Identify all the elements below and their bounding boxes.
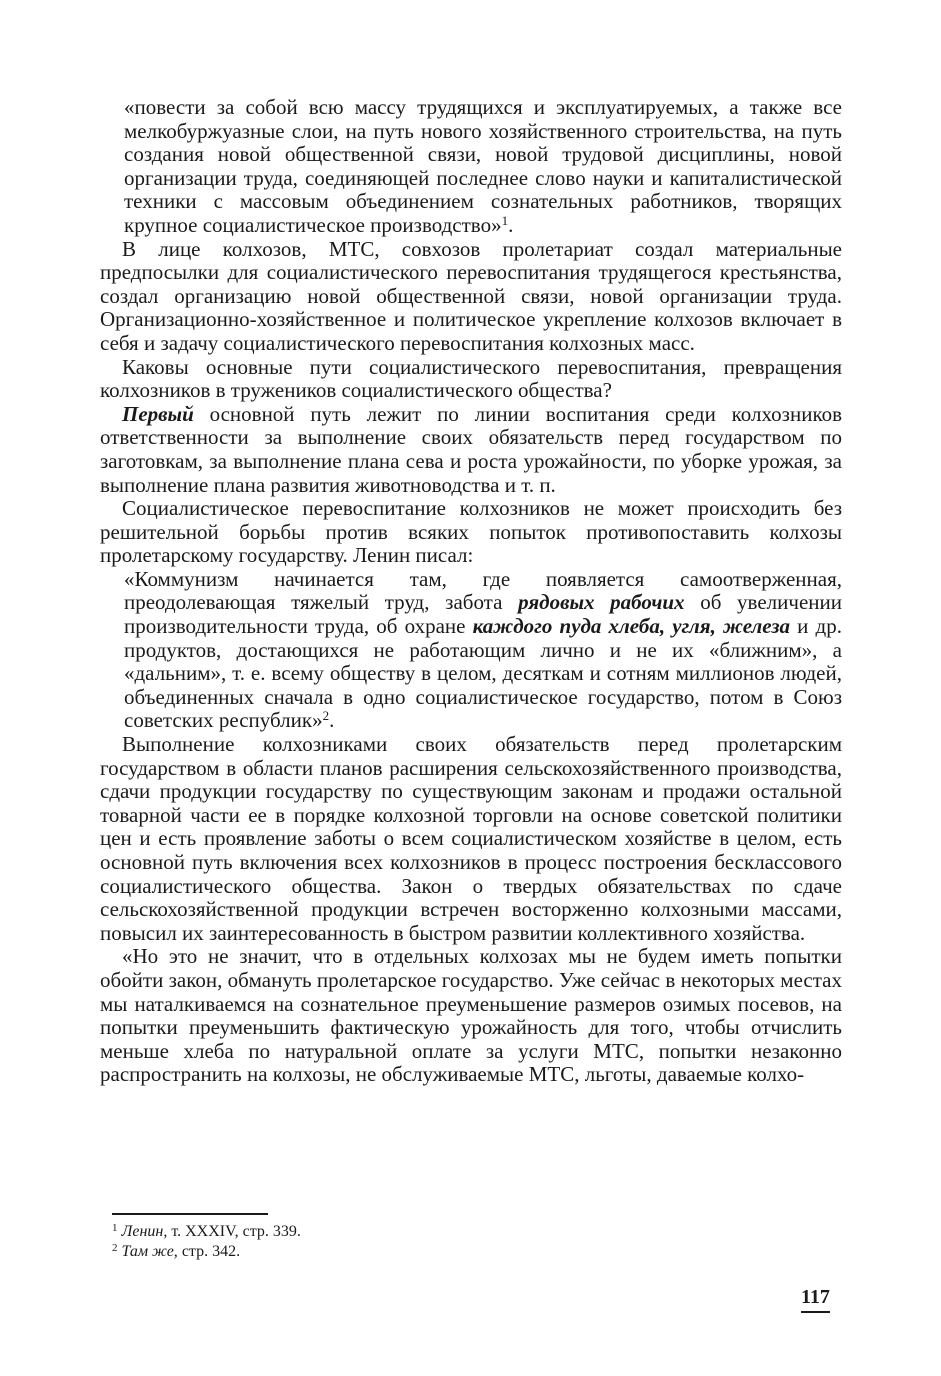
- footnotes: [112, 1222, 712, 1262]
- main-text: [100, 96, 842, 1087]
- paragraph-first-path: Первый основной путь лежит по линии воспитания среди колхозников ответственности за выполнение своих обязательств перед государством по заготовкам, за выполнение плана сева и роста урожайности, по уборке урожая, за выполнение плана развития животноводства и т. п.: [100, 401, 842, 497]
- footnote-2: $^2$ Там же, стр. 342.: [112, 1242, 241, 1260]
- paragraph-law-evasion: «Но это не значит, что в отдельных колхозах мы не будем иметь попытки обойти закон, обмануть пролетарское государство. Уже сейчас в некоторых местах мы наталкиваемся на сознательное преуменьшение размеров озимых посевов, на попытки преуменьшить фактическую урожайность для того, чтобы отчислить меньше хлеба по натуральной оплате за услуги МТС, попытки незаконно распространить на колхозы, не обслуживаемые МТС, льготы, даваемые колхо-: [100, 944, 842, 1087]
- emphasis-first: Первый: [122, 401, 194, 426]
- paragraph-kolkhoz-mts: В лице колхозов, МТС, совхозов пролетариат создал материальные предпосылки для социалистического перевоспитания трудящегося крестьянства, создал организацию новой общественной связи, новой организации труда. Организационно-хозяйственное и политическое укрепление колхозов включает в себя и задачу социалистического перевоспитания колхозных масс.: [100, 236, 842, 355]
- footnote-divider: [112, 1213, 268, 1215]
- emphasis-grain: каждого пуда хлеба, угля, железа: [472, 614, 791, 639]
- paragraph-struggle: Социалистическое перевоспитание колхозников не может происходить без решительной борьбы против всяких попыток противопоставить колхозы пролетарскому государству. Ленин писал:: [100, 496, 842, 568]
- footnote-1: $^1$ Ленин, т. XXXIV, стр. 339.: [112, 1222, 301, 1240]
- footnote-ref-1: 1: [501, 212, 509, 228]
- lenin-quote-2: «Коммунизм начинается там, где появляется самоотверженная, преодолевающая тяжелый труд, забота рядовых рабочих об увеличении производительности труда, об охране каждого пуда хлеба, угля, железа и др. продуктов, достающихся не работающим лично и не их «ближним», а «дальним», т. е. всему обществу в целом, десяткам и сотням миллионов людей, объединенных сначала в одно социалистическое государство, потом в Союз советских республик»$^2$.: [124, 566, 842, 733]
- footnote-ref-2: 2: [322, 708, 330, 724]
- lenin-quote-1: «повести за собой всю массу трудящихся и эксплуатируемых, а также все мелкобуржуазные слои, на путь нового хозяйственного строительства, на путь создания новой общественной связи, новой трудовой дисциплины, новой организации труда, соединяющей последнее слово науки и капиталистической техники с массовым объединением сознательных работников, творящих крупное социалистическое производство»$^1$.: [124, 95, 842, 237]
- emphasis-workers: рядовых рабочих: [518, 590, 685, 615]
- paragraph-question: Каковы основные пути социалистического перевоспитания, превращения колхозников в тружеников социалистического общества?: [100, 354, 842, 403]
- page-number: 117: [801, 1286, 830, 1313]
- paragraph-obligations: Выполнение колхозниками своих обязательств перед пролетарским государством в области планов расширения сельскохозяйственного производства, сдачи продукции государству по существующим законам и продажи остальной товарной части ее в порядке колхозной торговли на основе советской политики цен и есть проявление заботы о всем социалистическом хозяйстве в целом, есть основной путь включения всех колхозников в процесс построения бесклассового социалистического общества. Закон о твердых обязательствах по сдаче сельскохозяйственной продукции встречен восторженно колхозными массами, повысил их заинтересованность в быстром развитии коллективного хозяйства.: [100, 732, 842, 945]
